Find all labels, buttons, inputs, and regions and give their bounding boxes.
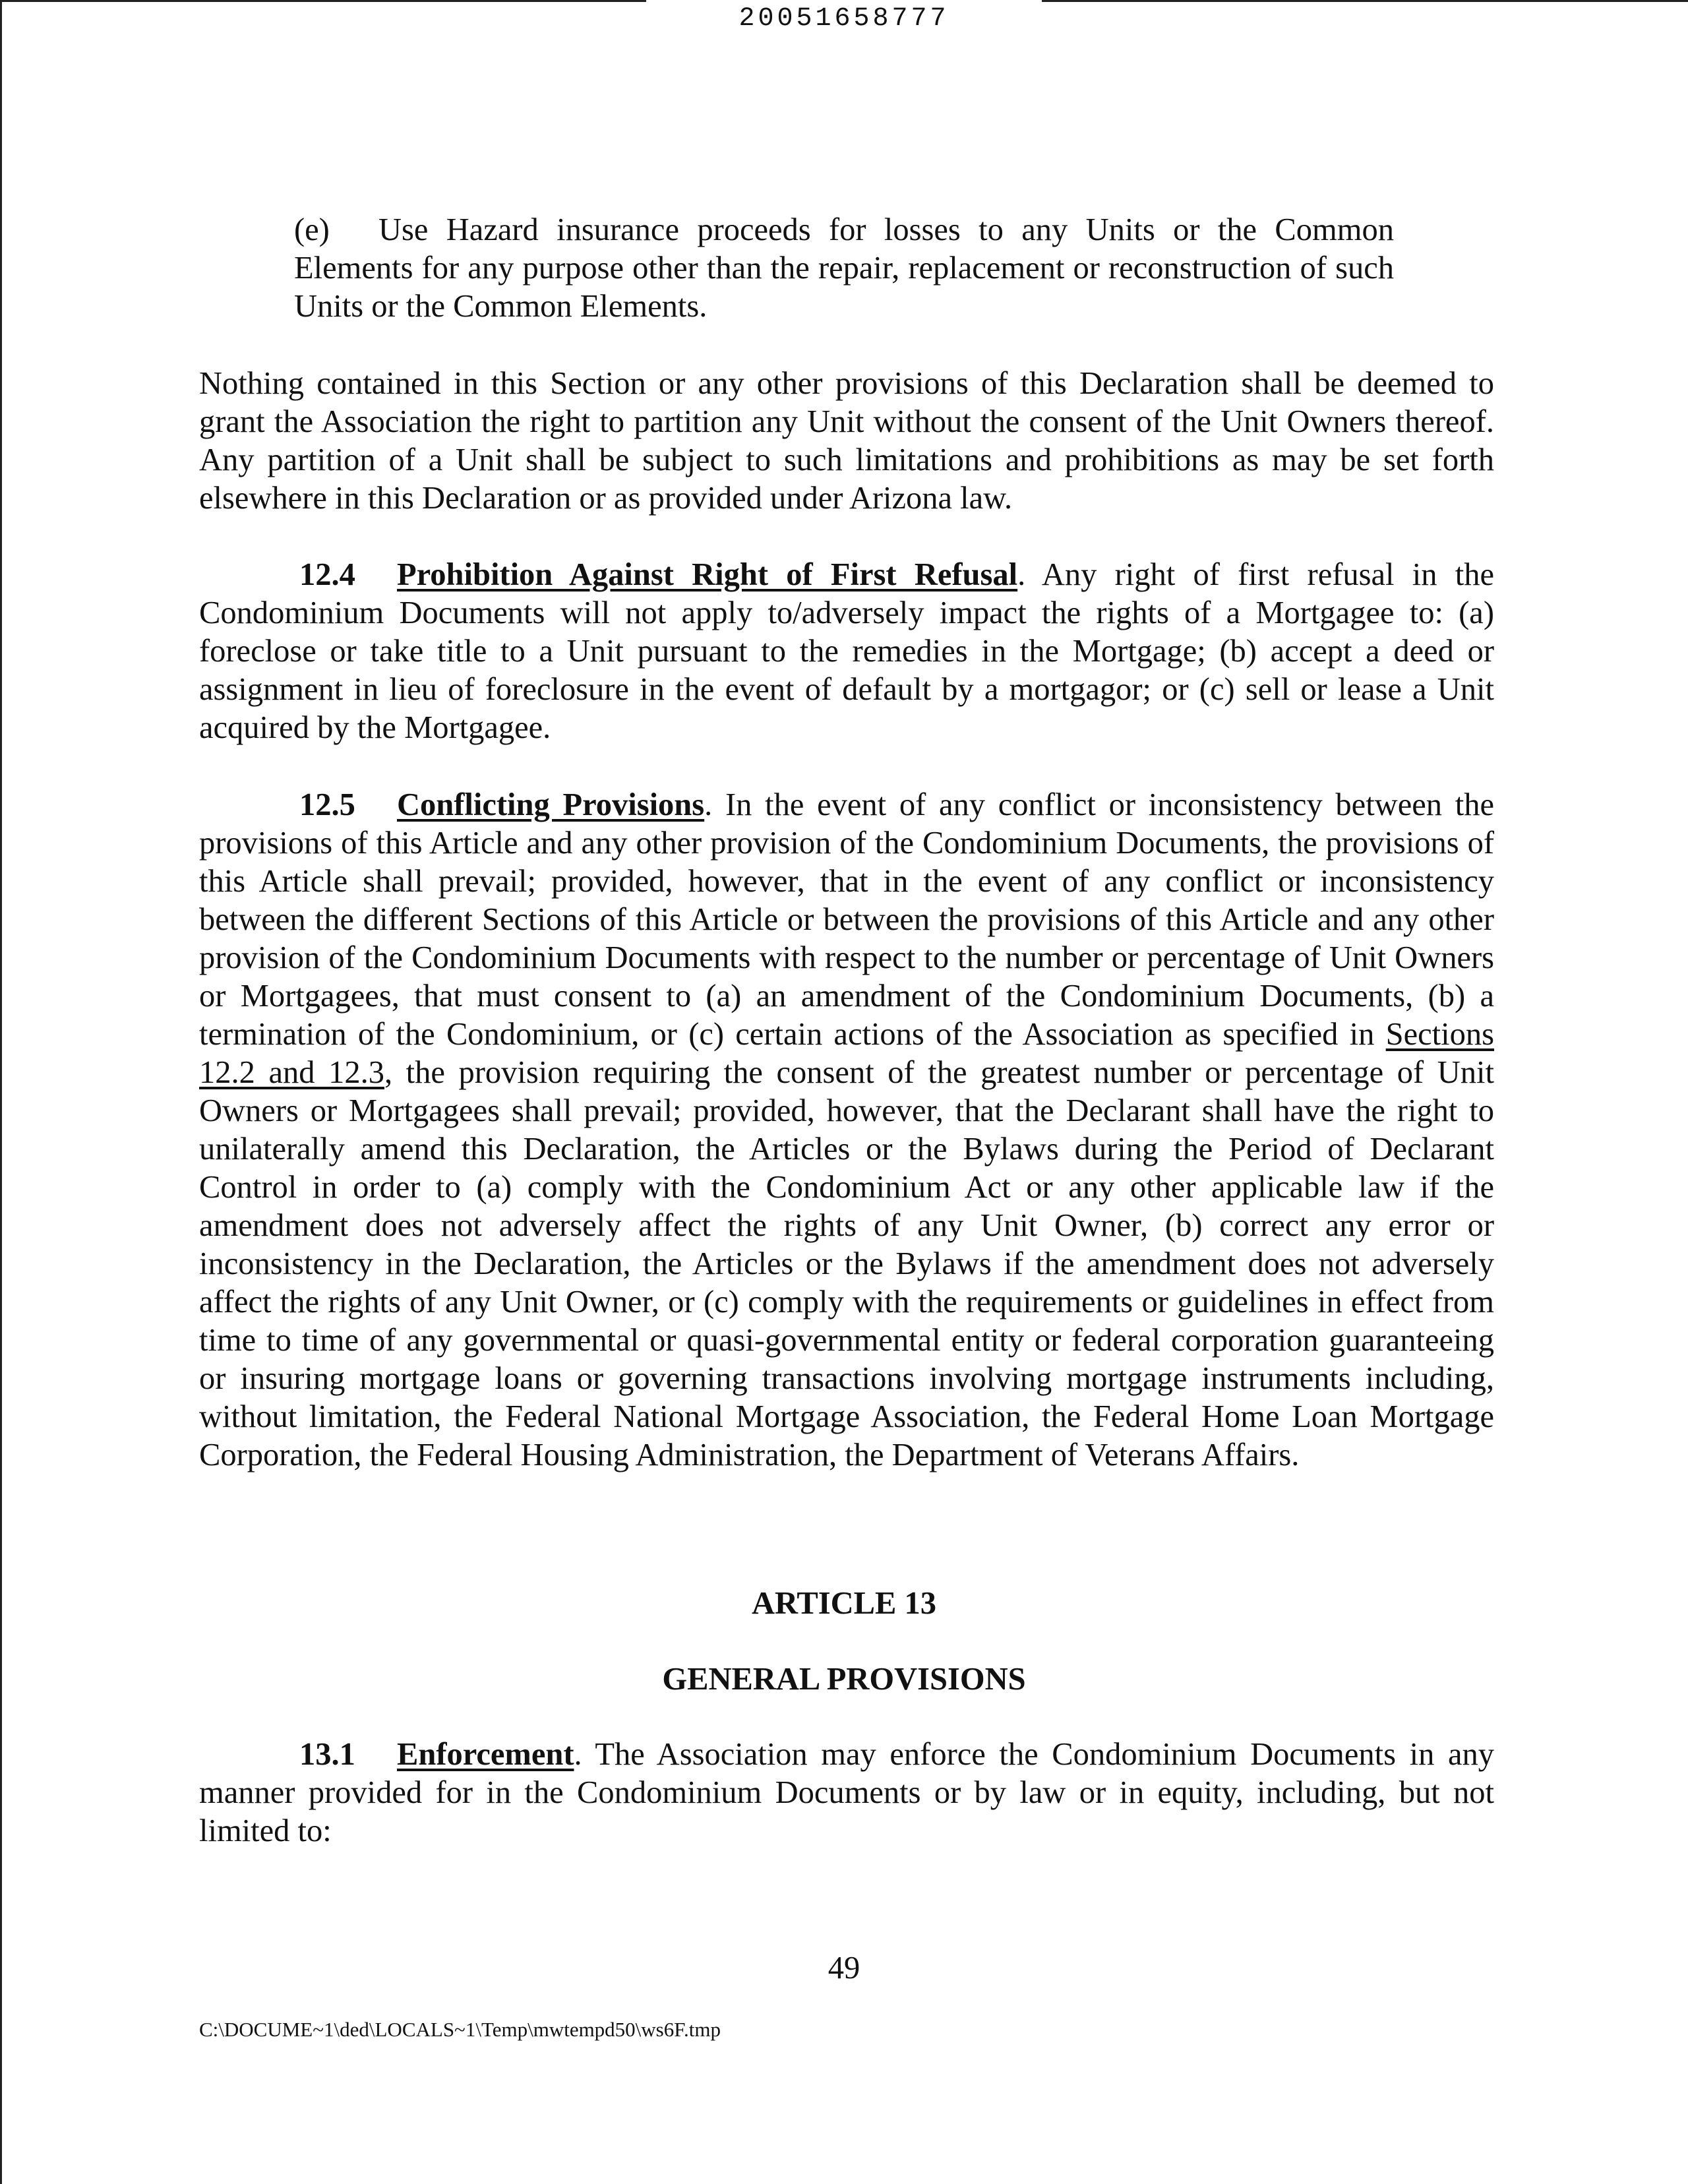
section-number: 12.4: [299, 557, 355, 592]
file-path: C:\DOCUME~1\ded\LOCALS~1\Temp\mwtempd50\ws6F.tmp: [199, 2018, 721, 2041]
article-subtitle: GENERAL PROVISIONS: [662, 1662, 1026, 1697]
section-12-5: [199, 786, 1494, 1474]
section-title: Enforcement: [397, 1737, 574, 1772]
section-cross-reference: Sections 12.2 and 12.3: [199, 1017, 1494, 1090]
section-number: 12.5: [299, 787, 355, 822]
section-text-before-reference: In the event of any conflict or inconsistency between the provisions of this Article and any other provision of the Condominium Documents, the provisions of this Article shall prevail; provided, however, that in the event of any conflict or inconsistency between the different Sections of this Article or between the provisions of this Article and any other provision of the Condominium Documents with respect to the number or percentage of Unit Owners or Mortgagees, that must consent to (a) an amendment of the Condominium Documents, (b) a termination of the Condominium, or (c) certain actions of the Association as specified in: [199, 787, 1494, 1052]
section-title: Conflicting Provisions: [397, 787, 705, 822]
scan-top-rule-left: [0, 0, 646, 2]
paragraph-partition: [199, 365, 1494, 518]
list-item-label: (e): [294, 212, 330, 247]
section-title-punctuation: .: [1017, 557, 1026, 592]
section-12-4: [199, 556, 1494, 747]
section-text-after-reference: , the provision requiring the consent of the greatest number or percentage of Unit Owners or Mortgagees shall prevail; provided, however, that the Declarant shall have the right to unilaterally amend this Declaration, the Articles or the Bylaws during the Period of Declarant Control in order to (a) comply with the Condominium Act or any other applicable law if the amendment does not adversely affect the rights of any Unit Owner, (b) correct any error or inconsistency in the Declaration, the Articles or the Bylaws if the amendment does not adversely affect the rights of any Unit Owner, or (c) comply with the requirements or guidelines in effect from time to time of any governmental or quasi-governmental entity or federal corporation guaranteeing or insuring mortgage loans or governing transactions involving mortgage instruments including, without limitation, the Federal National Mortgage Association, the Federal Home Loan Mortgage Corporation, the Federal Housing Administration, the Department of Veterans Affairs.: [199, 1055, 1494, 1472]
section-title-punctuation: .: [704, 787, 713, 822]
list-item-text: Use Hazard insurance proceeds for losses to any Units or the Common Elements for any purpose other than the repair, replacement or reconstruction of such Units or the Common Elements.: [294, 212, 1394, 324]
document-number: 20051658777: [738, 4, 950, 34]
scan-left-edge: [0, 0, 2, 2184]
section-text: Any right of first refusal in the Condominium Documents will not apply to/adversely impact the rights of a Mortgagee to: (a) foreclose or take title to a Unit pursuant to the remedies in the Mortgage; (b) accept a deed or assignment in lieu of foreclosure in the event of default by a mortgagor; or (c) sell or lease a Unit acquired by the Mortgagee.: [199, 557, 1494, 745]
article-title: ARTICLE 13: [752, 1586, 936, 1621]
section-text: The Association may enforce the Condominium Documents in any manner provided for in the Condominium Documents or by law or in equity, including, but not limited to:: [199, 1737, 1494, 1848]
paragraph-text: Nothing contained in this Section or any other provisions of this Declaration shall be deemed to grant the Association the right to partition any Unit without the consent of the Unit Owners thereof. Any partition of a Unit shall be subject to such limitations and prohibitions as may be set forth elsewhere in this Declaration or as provided under Arizona law.: [199, 366, 1494, 516]
section-title-punctuation: .: [574, 1737, 582, 1772]
section-title: Prohibition Against Right of First Refusal: [397, 557, 1018, 592]
list-item-e: [294, 211, 1394, 326]
scan-top-rule-right: [1042, 0, 1688, 2]
section-number: 13.1: [299, 1737, 355, 1772]
page-number: 49: [828, 1951, 860, 1986]
section-13-1: [199, 1736, 1494, 1850]
